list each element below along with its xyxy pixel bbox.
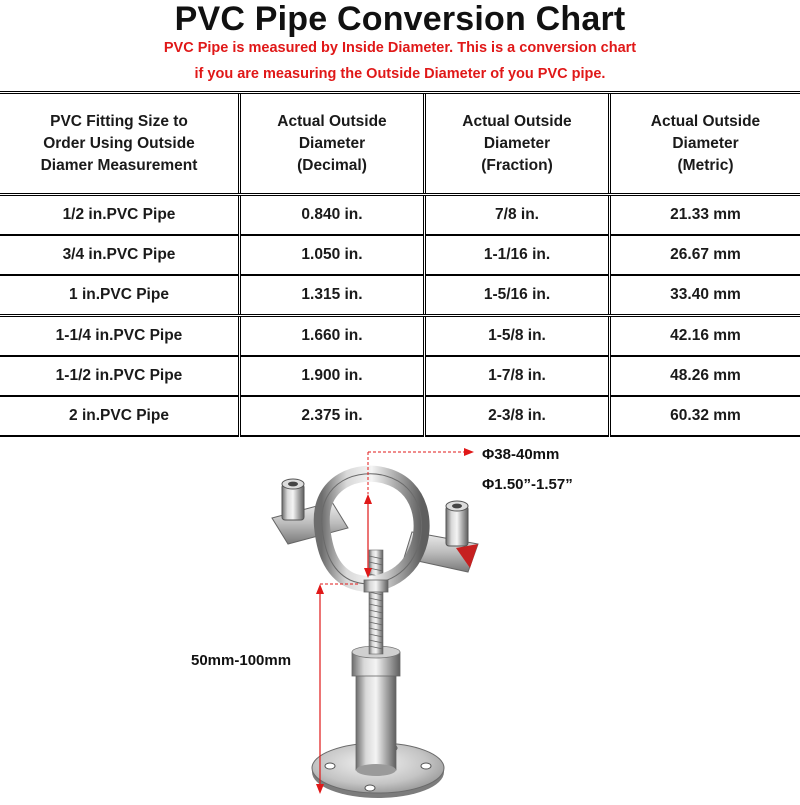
header-fraction: Actual Outside Diameter (Fraction): [425, 93, 610, 195]
table-row: [0, 235, 800, 275]
header-fitting-size: PVC Fitting Size to Order Using Outside Diamer Measurement: [0, 93, 240, 195]
cell-metric: 42.16 mm: [610, 316, 800, 357]
table-row: [0, 396, 800, 436]
table-row: [0, 316, 800, 357]
cell-fraction: 7/8 in.: [425, 195, 610, 236]
table-row: [0, 356, 800, 396]
table-row: [0, 195, 800, 236]
cell-metric: 21.33 mm: [610, 195, 800, 236]
table-header-row: [0, 93, 800, 195]
pipe-clamp-illustration: [0, 440, 800, 800]
table-row: [0, 275, 800, 316]
cell-metric: 33.40 mm: [610, 275, 800, 316]
cell-fraction: 1-1/16 in.: [425, 235, 610, 275]
header-decimal: Actual Outside Diameter (Decimal): [240, 93, 425, 195]
cell-decimal: 1.900 in.: [240, 356, 425, 396]
cell-fraction: 2-3/8 in.: [425, 396, 610, 436]
cell-fraction: 1-5/8 in.: [425, 316, 610, 357]
cell-metric: 48.26 mm: [610, 356, 800, 396]
height-range-label: 50mm-100mm: [191, 652, 291, 669]
cell-metric: 26.67 mm: [610, 235, 800, 275]
cell-decimal: 1.315 in.: [240, 275, 425, 316]
cell-decimal: 1.050 in.: [240, 235, 425, 275]
diameter-inch-label: Φ1.50”-1.57”: [482, 476, 573, 493]
cell-fitting-size: 3/4 in.PVC Pipe: [0, 235, 240, 275]
cell-fraction: 1-5/16 in.: [425, 275, 610, 316]
subtitle-line-1: PVC Pipe is measured by Inside Diameter. This is a conversion chart: [0, 40, 800, 56]
cell-fitting-size: 1/2 in.PVC Pipe: [0, 195, 240, 236]
threaded-rod: [369, 550, 383, 654]
cell-decimal: 2.375 in.: [240, 396, 425, 436]
conversion-table: [0, 91, 800, 437]
cell-fitting-size: 1 in.PVC Pipe: [0, 275, 240, 316]
cell-decimal: 0.840 in.: [240, 195, 425, 236]
cell-fitting-size: 2 in.PVC Pipe: [0, 396, 240, 436]
page-title: PVC Pipe Conversion Chart: [0, 0, 800, 40]
pipe-clamp-diagram: [0, 440, 800, 800]
cell-metric: 60.32 mm: [610, 396, 800, 436]
cell-decimal: 1.660 in.: [240, 316, 425, 357]
diameter-mm-label: Φ38-40mm: [482, 446, 559, 463]
cell-fraction: 1-7/8 in.: [425, 356, 610, 396]
cell-fitting-size: 1-1/4 in.PVC Pipe: [0, 316, 240, 357]
support-tube: [352, 646, 400, 776]
cell-fitting-size: 1-1/2 in.PVC Pipe: [0, 356, 240, 396]
header-metric: Actual Outside Diameter (Metric): [610, 93, 800, 195]
subtitle-line-2: if you are measuring the Outside Diameter of you PVC pipe.: [0, 66, 800, 82]
